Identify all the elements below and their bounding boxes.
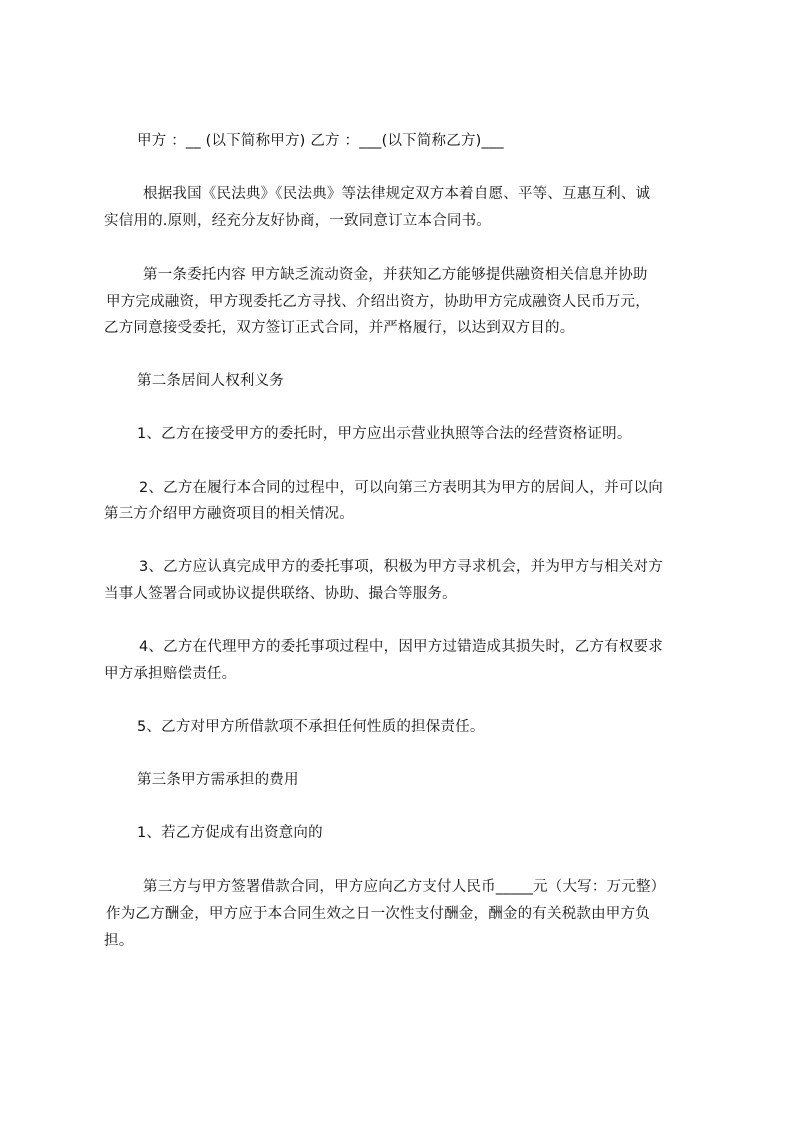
article2-title: 第二条居间人权利义务 (137, 373, 284, 389)
article2-item3-line-2: 当事人签署合同或协议提供联络、协助、撮合等服务。 (104, 586, 457, 602)
article2-item1: 1、乙方在接受甲方的委托时，甲方应出示营业执照等合法的经营资格证明。 (137, 426, 632, 442)
preamble-line-1: 根据我国《民法典》《民法典》等法律规定双方本着自愿、平等、互惠互利、诚 (143, 186, 651, 202)
parties-line: 甲方 ：__ (以下简称甲方) 乙方 ：___(以下简称乙方)___ (137, 133, 504, 149)
article3-para-line-3: 担。 (104, 933, 134, 949)
article2-item2-line-2: 第三方介绍甲方融资项目的相关情况。 (104, 506, 354, 522)
article3-para-line-1: 第三方与甲方签署借款合同，甲方应向乙方支付人民币_____元（大写：万元整） (143, 879, 666, 895)
article3-item1: 1、若乙方促成有出资意向的 (137, 825, 323, 841)
preamble-line-2: 实信用的.原则，经充分友好协商，一致同意订立本合同书。 (104, 213, 492, 229)
article1-line-1: 第一条委托内容 甲方缺乏流动资金，并获知乙方能够提供融资相关信息并协助 (143, 267, 648, 283)
article2-item2-line-1: 2、乙方在履行本合同的过程中，可以向第三方表明其为甲方的居间人，并可以向 (139, 480, 663, 496)
article3-title: 第三条甲方需承担的费用 (137, 772, 299, 788)
article2-item4-line-2: 甲方承担赔偿责任。 (104, 666, 237, 682)
article1-line-2: 甲方完成融资，甲方现委托乙方寻找、介绍出资方，协助甲方完成融资人民币万元， (106, 294, 650, 310)
article3-para-line-2: 作为乙方酬金，甲方应于本合同生效之日一次性支付酬金，酬金的有关税款由甲方负 (106, 906, 650, 922)
article1-line-3: 乙方同意接受委托，双方签订正式合同，并严格履行，以达到双方目的。 (104, 320, 575, 336)
article2-item4-line-1: 4、乙方在代理甲方的委托事项过程中，因甲方过错造成其损失时，乙方有权要求 (139, 639, 663, 655)
article2-item5: 5、乙方对甲方所借款项不承担任何性质的担保责任。 (137, 719, 485, 735)
article2-item3-line-1: 3、乙方应认真完成甲方的委托事项，积极为甲方寻求机会，并为甲方与相关对方 (139, 559, 663, 575)
